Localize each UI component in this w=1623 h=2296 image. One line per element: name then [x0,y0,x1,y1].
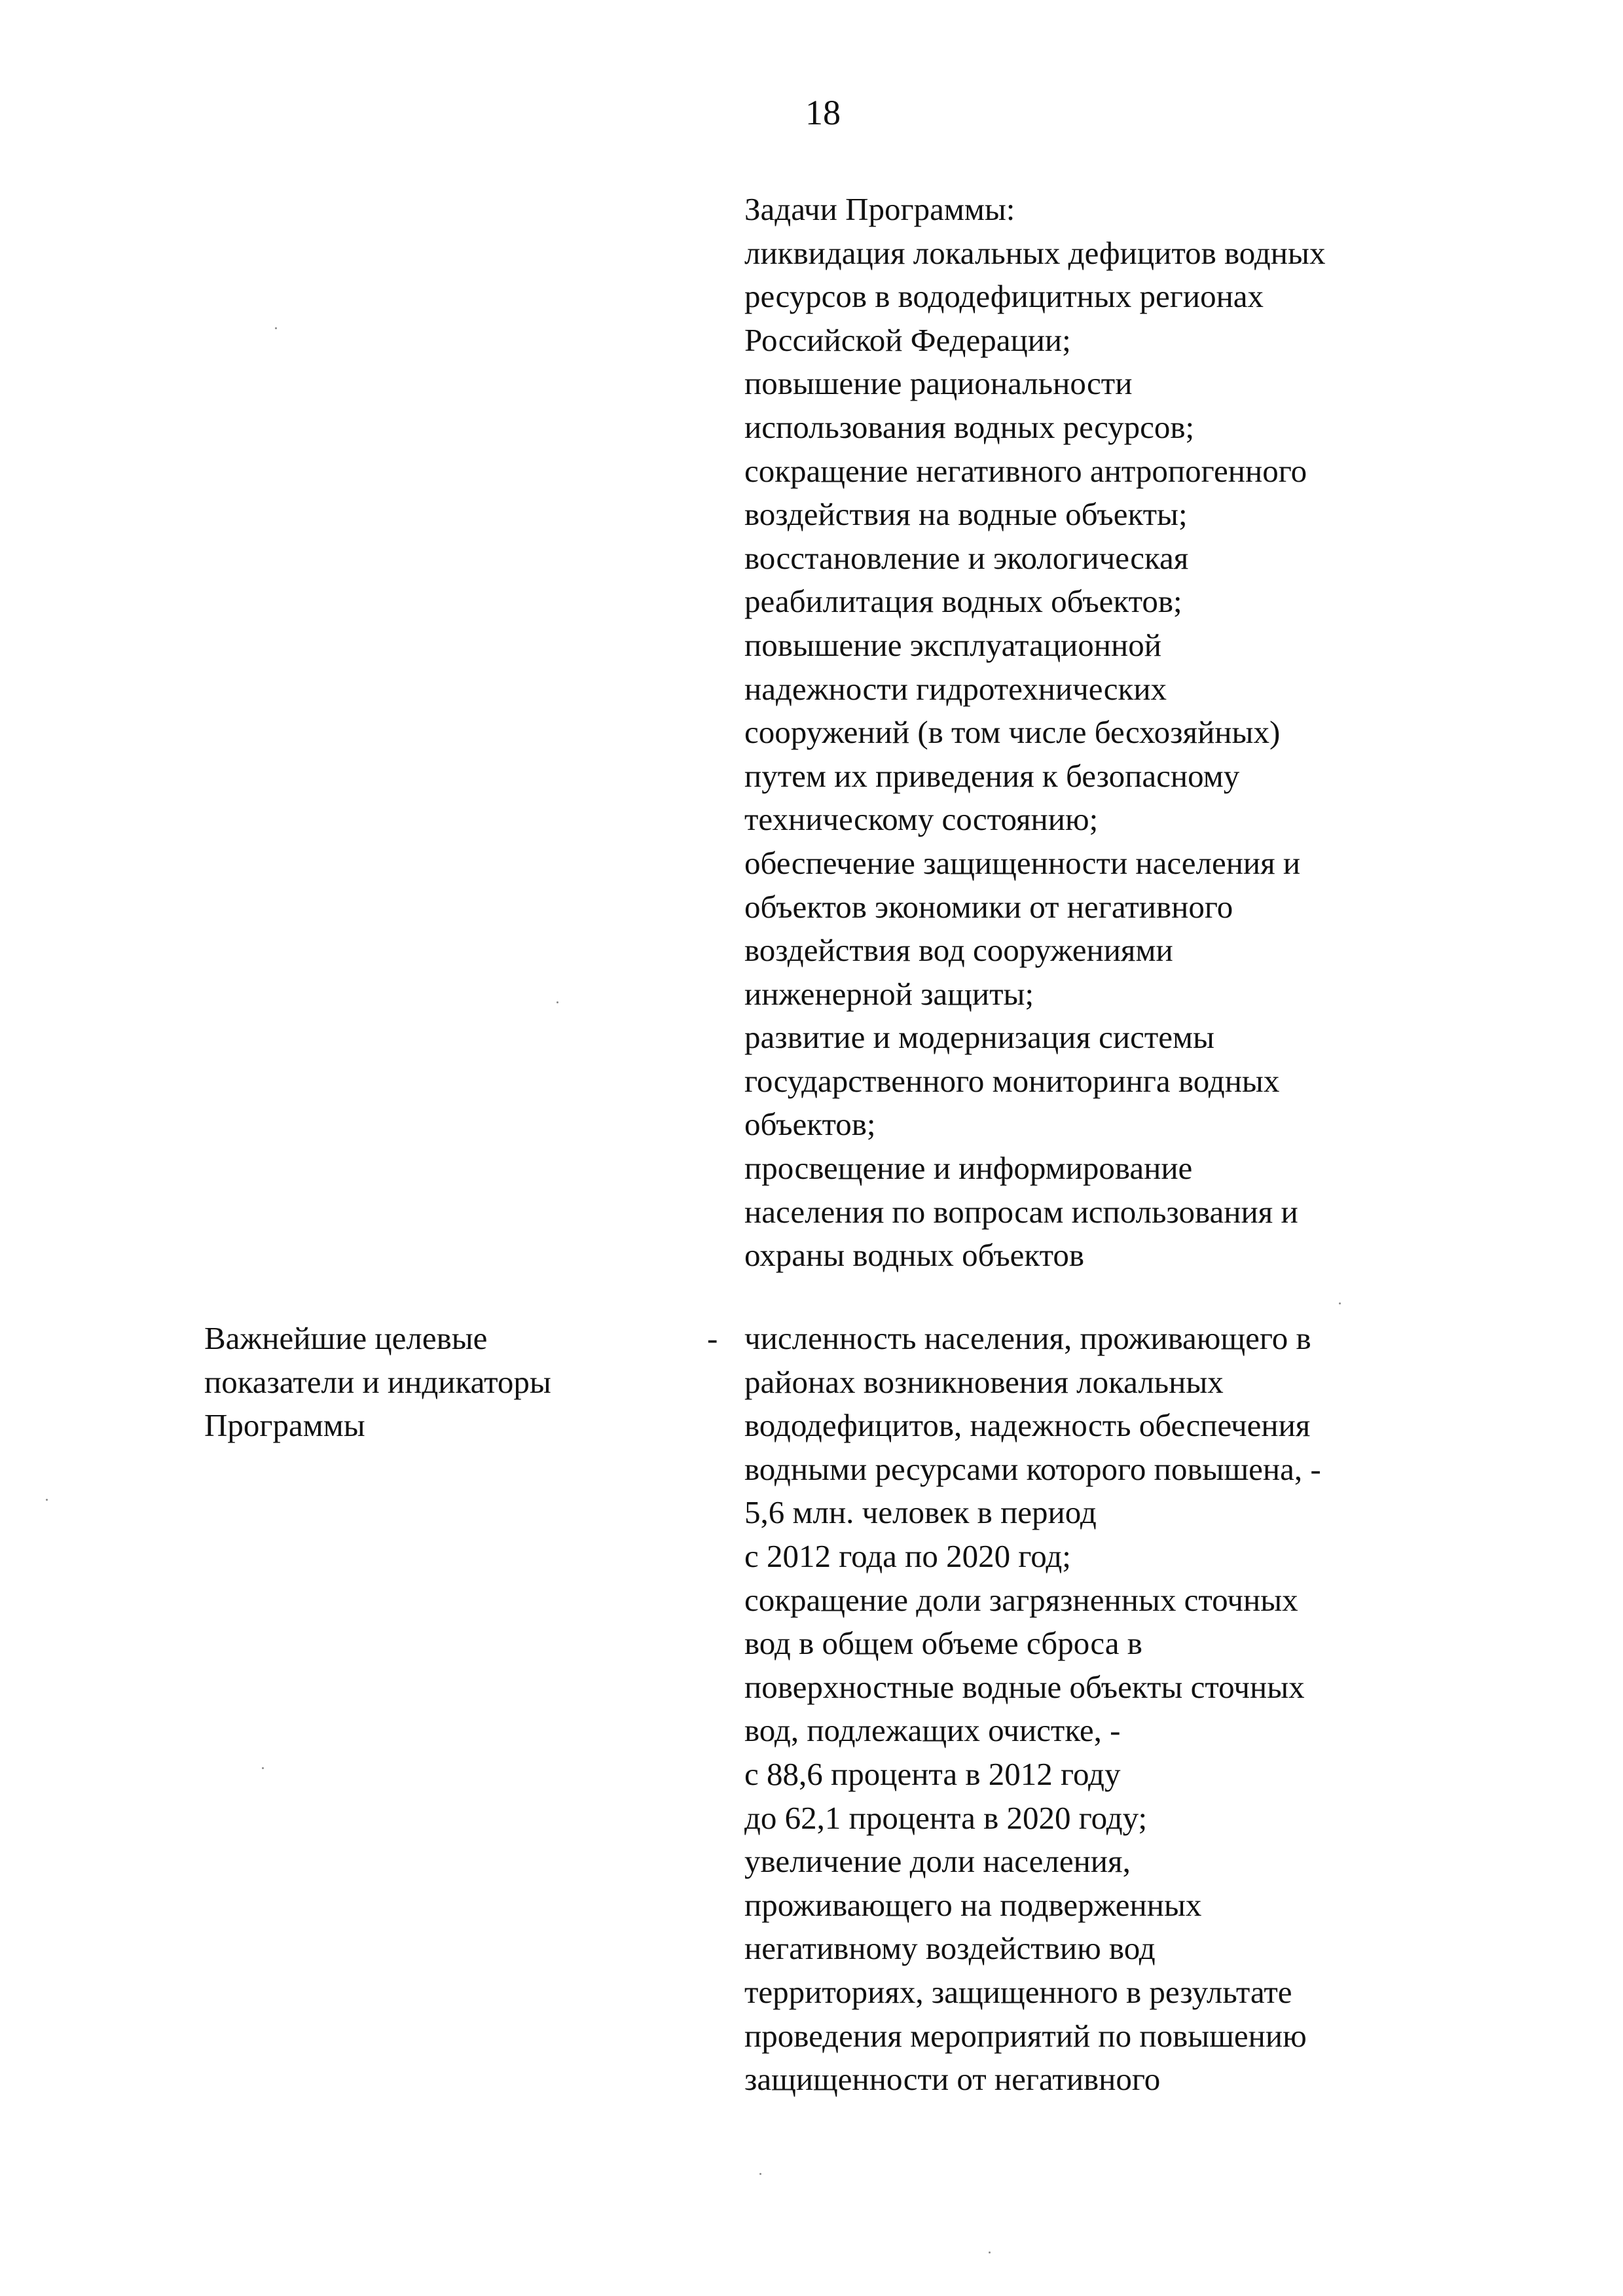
indicators-line: вод, подлежащих очистке, - [744,1712,1121,1749]
indicators-label-line: Программы [204,1407,365,1444]
tasks-line: реабилитация водных объектов; [744,583,1182,620]
tasks-line: обеспечение защищенности населения и [744,844,1301,881]
indicators-line: районах возникновения локальных [744,1363,1224,1400]
tasks-line: ликвидация локальных дефицитов водных [744,234,1326,271]
indicators-label-line: Важнейшие целевые [204,1320,488,1356]
indicators-line: вододефицитов, надежность обеспечения [744,1407,1311,1444]
scan-speck [1339,1302,1341,1304]
tasks-line: сокращение негативного антропогенного [744,452,1307,489]
tasks-line: использования водных ресурсов; [744,408,1195,445]
label-separator-dash: - [707,1320,718,1356]
indicators-line: территориях, защищенного в результате [744,1973,1292,2010]
tasks-line: объектов экономики от негативного [744,888,1233,925]
indicators-line: водными ресурсами которого повышена, - [744,1450,1321,1487]
tasks-line: объектов; [744,1106,876,1143]
tasks-line: техническому состоянию; [744,801,1099,838]
scan-speck [275,327,277,329]
indicators-line: негативному воздействию вод [744,1930,1156,1967]
tasks-line: развитие и модернизация системы [744,1019,1214,1056]
indicators-line: вод в общем объеме сброса в [744,1625,1142,1662]
indicators-label-line: показатели и индикаторы [204,1363,551,1400]
tasks-line: воздействия на водные объекты; [744,496,1188,533]
page-number: 18 [805,93,841,132]
program-tasks-block [744,188,1491,1278]
indicators-line: с 88,6 процента в 2012 году [744,1755,1121,1792]
indicators-line: сокращение доли загрязненных сточных [744,1581,1298,1618]
scan-speck [262,1767,264,1769]
indicators-line: до 62,1 процента в 2020 году; [744,1799,1148,1836]
tasks-line: просвещение и информирование [744,1150,1193,1187]
tasks-line: населения по вопросам использования и [744,1193,1298,1230]
scan-speck [46,1499,48,1501]
tasks-line: воздействия вод сооружениями [744,932,1173,969]
indicators-line: численность населения, проживающего в [744,1320,1311,1356]
indicators-line: поверхностные водные объекты сточных [744,1668,1305,1705]
tasks-line: путем их приведения к безопасному [744,757,1240,794]
tasks-line: восстановление и экологическая [744,539,1189,576]
scan-speck [556,1001,558,1003]
tasks-line: инженерной защиты; [744,975,1034,1012]
scan-speck [759,2173,761,2175]
tasks-line: государственного мониторинга водных [744,1062,1280,1099]
tasks-line: надежности гидротехнических [744,670,1167,707]
tasks-line: повышение рациональности [744,365,1133,402]
indicators-line: защищенности от негативного [744,2061,1161,2098]
tasks-line: ресурсов в вододефицитных регионах [744,278,1264,315]
indicators-line: с 2012 года по 2020 год; [744,1537,1071,1574]
scan-speck [989,2251,991,2253]
indicators-line: проведения мероприятий по повышению [744,2017,1307,2054]
tasks-line: охраны водных объектов [744,1237,1084,1274]
indicators-line: проживающего на подверженных [744,1886,1202,1923]
indicators-line: 5,6 млн. человек в период [744,1494,1097,1531]
indicators-block [744,1317,1491,2102]
indicators-line: увеличение доли населения, [744,1843,1131,1880]
tasks-line: Российской Федерации; [744,321,1071,358]
tasks-heading: Задачи Программы: [744,191,1015,227]
tasks-line: сооружений (в том числе бесхозяйных) [744,714,1281,751]
tasks-line: повышение эксплуатационной [744,626,1161,663]
indicators-label [204,1317,663,1448]
